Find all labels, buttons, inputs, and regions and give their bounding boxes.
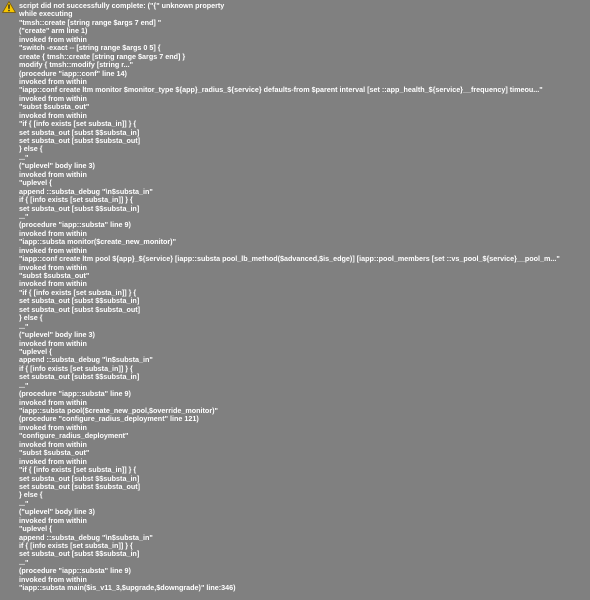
error-line: invoked from within <box>19 229 87 238</box>
error-line: "iapp::substa main($is_v11_3,$upgrade,$downgrade)" line:346) <box>19 584 236 593</box>
error-line: ("uplevel" body line 3) <box>19 162 95 171</box>
error-line: } else { <box>19 314 43 323</box>
error-line: "subst $substa_out" <box>19 449 90 458</box>
error-line: set substa_out [subst $substa_out] <box>19 482 141 491</box>
error-line: "uplevel { <box>19 179 52 188</box>
error-line: ..." <box>19 322 29 331</box>
error-line: set substa_out [subst $$substa_in] <box>19 373 140 382</box>
error-line: invoked from within <box>19 339 87 348</box>
error-line: invoked from within <box>19 94 87 103</box>
error-line: set substa_out [subst $$substa_in] <box>19 128 140 137</box>
error-line: "iapp::substa monitor($create_new_monitor)" <box>19 238 176 247</box>
error-line: append ::substa_debug "\n$substa_in" <box>19 187 153 196</box>
error-line: invoked from within <box>19 398 87 407</box>
error-line: set substa_out [subst $$substa_in] <box>19 204 140 213</box>
error-line: "if { [info exists [set substa_in]] } { <box>19 288 137 297</box>
error-line: invoked from within <box>19 423 87 432</box>
error-line: invoked from within <box>19 457 87 466</box>
error-line: append ::substa_debug "\n$substa_in" <box>19 533 153 542</box>
error-line: invoked from within <box>19 516 87 525</box>
error-line: ..." <box>19 212 29 221</box>
warning-icon <box>2 0 16 12</box>
error-line: modify { tmsh::modify [string r..." <box>19 61 134 70</box>
error-line: ("create" arm line 1) <box>19 27 88 36</box>
error-line: } else { <box>19 145 43 154</box>
error-line: invoked from within <box>19 170 87 179</box>
error-line: "tmsh::create [string range $args 7 end] " <box>19 18 162 27</box>
error-line: invoked from within <box>19 280 87 289</box>
error-line: (procedure "iapp::substa" line 9) <box>19 221 131 230</box>
error-line: if { [info exists [set substa_in]] } { <box>19 364 133 373</box>
error-line: while executing <box>19 10 73 19</box>
error-line: "uplevel { <box>19 347 52 356</box>
error-line: create { tmsh::create [string range $args 7 end] } <box>19 52 186 61</box>
warning-triangle-icon <box>2 1 16 13</box>
error-line: invoked from within <box>19 575 87 584</box>
error-line: "if { [info exists [set substa_in]] } { <box>19 466 137 475</box>
error-line: ..." <box>19 381 29 390</box>
error-line: set substa_out [subst $$substa_in] <box>19 474 140 483</box>
error-line: (procedure "iapp::substa" line 9) <box>19 567 131 576</box>
error-line: if { [info exists [set substa_in]] } { <box>19 542 133 550</box>
error-line: script did not successfully complete: ("{" unknown property <box>19 2 225 10</box>
error-line: invoked from within <box>19 35 87 44</box>
error-line: invoked from within <box>19 77 87 86</box>
error-line: set substa_out [subst $$substa_in] <box>19 297 140 306</box>
error-line: set substa_out [subst $$substa_in] <box>19 550 140 559</box>
error-line: "subst $substa_out" <box>19 272 90 280</box>
error-line: "switch -exact -- [string range $args 0 5] { <box>19 44 161 53</box>
error-line: (procedure "iapp::substa" line 9) <box>19 390 131 399</box>
error-line: ("uplevel" body line 3) <box>19 331 95 340</box>
error-line: if { [info exists [set substa_in]] } { <box>19 196 133 205</box>
error-line: "configure_radius_deployment" <box>19 432 129 441</box>
error-line: invoked from within <box>19 246 87 255</box>
error-line: "iapp::conf create ltm pool ${app}_${service} [iapp::substa pool_lb_method($advanced,$is_edge)] [iapp::pool_members [set ::vs_pool_${service}__pool_m..." <box>19 255 560 264</box>
error-line: "iapp::substa pool($create_new_pool,$override_monitor)" <box>19 407 218 415</box>
error-message-text <box>19 2 582 593</box>
error-line: invoked from within <box>19 263 87 272</box>
error-line: ..." <box>19 499 29 508</box>
error-line: invoked from within <box>19 111 87 120</box>
error-line: "if { [info exists [set substa_in]] } { <box>19 120 137 129</box>
error-line: "uplevel { <box>19 525 52 534</box>
error-line: (procedure "configure_radius_deployment" line 121) <box>19 415 199 424</box>
error-line: set substa_out [subst $substa_out] <box>19 137 141 145</box>
error-line: ..." <box>19 153 29 162</box>
error-line: append ::substa_debug "\n$substa_in" <box>19 356 153 365</box>
error-line: set substa_out [subst $substa_out] <box>19 305 141 314</box>
error-line: (procedure "iapp::conf" line 14) <box>19 69 127 78</box>
error-line: } else { <box>19 491 43 500</box>
error-line: ("uplevel" body line 3) <box>19 508 95 517</box>
error-line: "iapp::conf create ltm monitor $monitor_type ${app}_radius_${service} defaults-from $parent interval [set ::app_health_${service}__frequency] timeou..." <box>19 86 543 95</box>
error-line: ..." <box>19 558 29 567</box>
error-line: "subst $substa_out" <box>19 103 90 112</box>
error-line: invoked from within <box>19 440 87 449</box>
